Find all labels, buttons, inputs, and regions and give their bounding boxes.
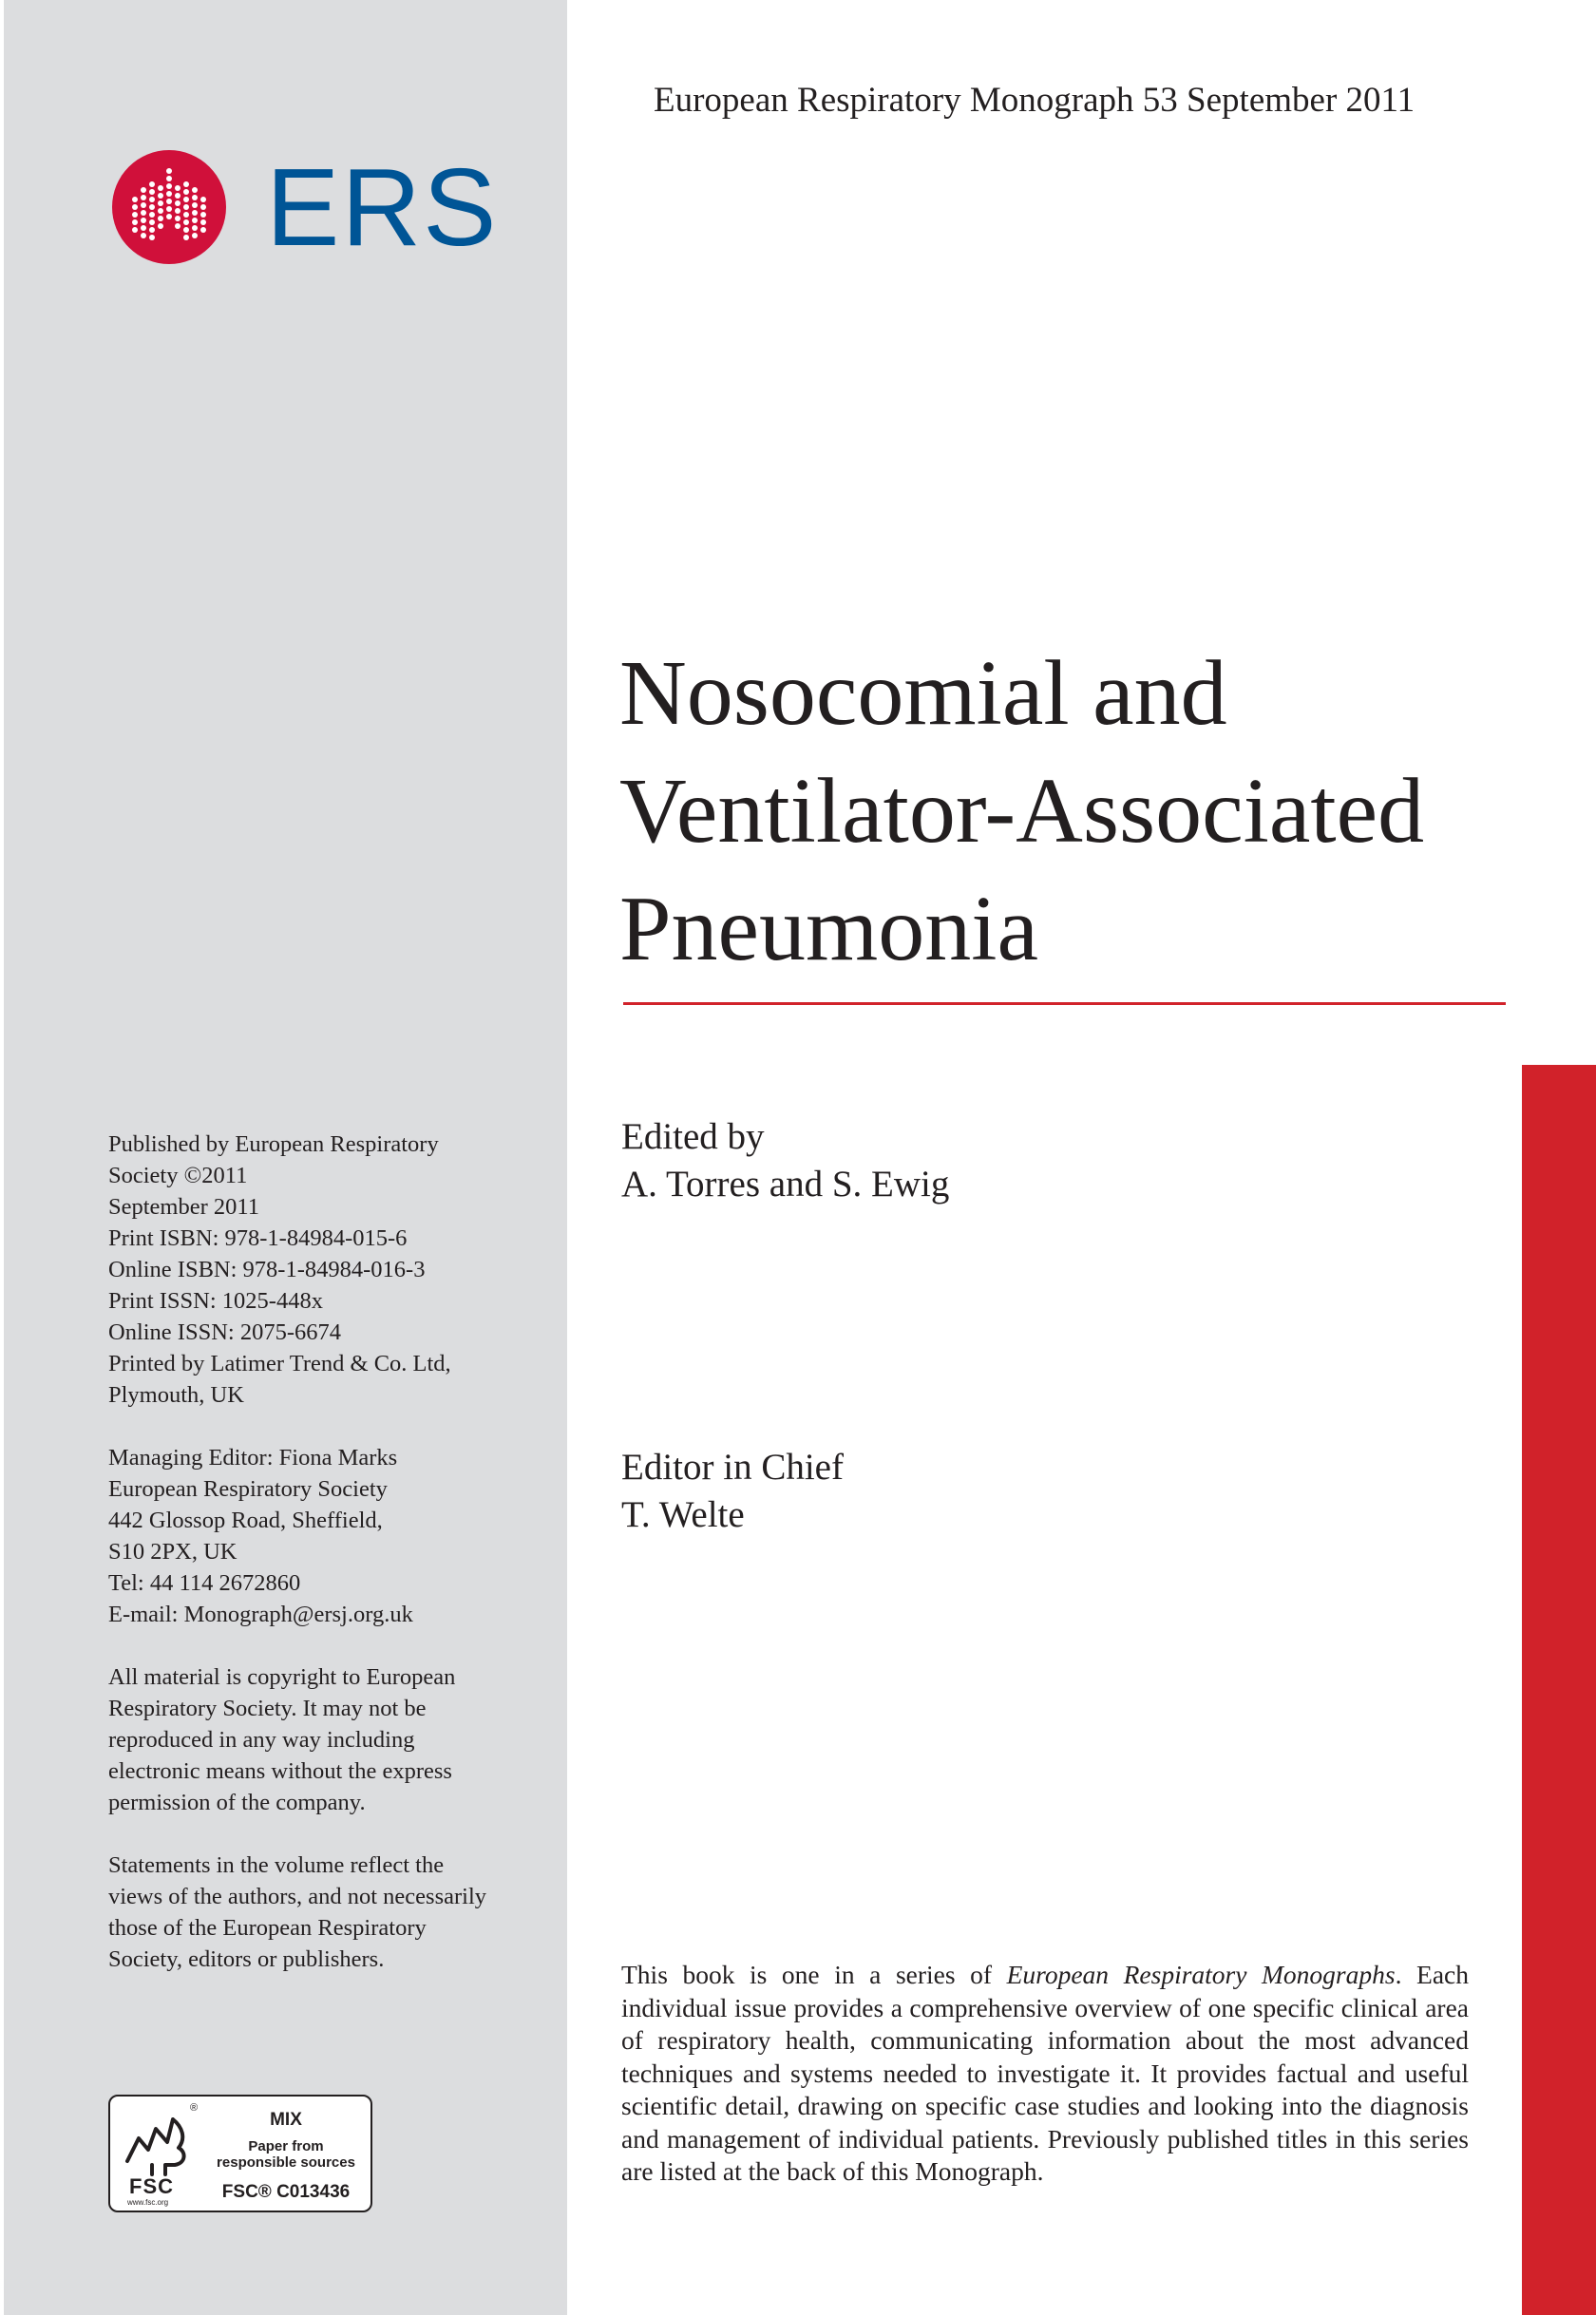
- copyright-block: [108, 1661, 545, 1818]
- ers-logo: [112, 145, 499, 269]
- blurb-rest: . Each individual issue provides a comprehensive overview of one specific clinical area of respiratory health, communicating information about the most advanced techniques and systems needed to investigate it. It provides factual and useful scientific detail, drawing on specific case studies and looking into the diagnosis and management of individual patients. Previously published titles in this series are listed at the back of this Monograph.: [621, 1960, 1469, 2186]
- info-line: Society, editors or publishers.: [108, 1946, 385, 1972]
- publication-info: [108, 1129, 545, 2006]
- editor-in-chief-section: [621, 1444, 844, 1539]
- info-line: Tel: 44 114 2672860: [108, 1570, 301, 1596]
- editor-in-chief-name: T. Welte: [621, 1494, 745, 1535]
- ers-logo-text: ERS: [266, 145, 499, 269]
- disclaimer-block: [108, 1850, 545, 1975]
- fsc-paper-text: [205, 2138, 367, 2171]
- info-line: Managing Editor: Fiona Marks: [108, 1445, 398, 1471]
- red-accent-bar: [1522, 1065, 1596, 2315]
- info-line: Statements in the volume reflect the: [108, 1852, 445, 1878]
- info-line: Respiratory Society. It may not be: [108, 1696, 427, 1721]
- info-line: Online ISSN: 2075-6674: [108, 1319, 341, 1345]
- info-line: Plymouth, UK: [108, 1382, 244, 1408]
- info-line: All material is copyright to European: [108, 1664, 456, 1690]
- info-line: views of the authors, and not necessarily: [108, 1884, 487, 1909]
- fsc-url: www.fsc.org: [127, 2198, 169, 2207]
- blurb-intro: This book is one in a series of: [621, 1960, 1007, 1989]
- info-line: Print ISBN: 978-1-84984-015-6: [108, 1225, 408, 1251]
- info-line: those of the European Respiratory: [108, 1915, 427, 1941]
- title-line: Ventilator-Associated: [619, 760, 1425, 863]
- publisher-details-block: [108, 1129, 545, 1411]
- info-line: electronic means without the express: [108, 1758, 452, 1784]
- info-line: European Respiratory Society: [108, 1476, 388, 1502]
- book-title: [619, 635, 1424, 988]
- left-sidebar-panel: [4, 0, 567, 2315]
- fsc-label: [108, 2095, 372, 2212]
- info-line: September 2011: [108, 1194, 259, 1220]
- edited-by-label: Edited by: [621, 1116, 765, 1157]
- info-line: E-mail: Monograph@ersj.org.uk: [108, 1602, 413, 1627]
- edited-by-section: [621, 1113, 949, 1208]
- fsc-abbreviation: FSC: [129, 2174, 174, 2198]
- ers-lungs-icon: [112, 150, 226, 264]
- fsc-paper-line: responsible sources: [217, 2154, 355, 2171]
- series-description: [621, 1959, 1469, 2189]
- registered-mark: ®: [190, 2102, 199, 2114]
- fsc-mix-label: MIX: [270, 2110, 302, 2130]
- info-line: Society ©2011: [108, 1163, 248, 1188]
- info-line: permission of the company.: [108, 1790, 366, 1815]
- fsc-paper-line: Paper from: [248, 2138, 324, 2154]
- info-line: Online ISBN: 978-1-84984-016-3: [108, 1257, 426, 1282]
- fsc-license-code: FSC® C013436: [221, 2182, 351, 2202]
- editors-names: A. Torres and S. Ewig: [621, 1164, 950, 1205]
- title-line: Pneumonia: [619, 878, 1038, 980]
- title-divider: [623, 1002, 1506, 1005]
- info-line: Printed by Latimer Trend & Co. Ltd,: [108, 1351, 451, 1376]
- info-line: Print ISSN: 1025-448x: [108, 1288, 323, 1314]
- info-line: reproduced in any way including: [108, 1727, 415, 1753]
- info-line: Published by European Respiratory: [108, 1131, 439, 1157]
- title-line: Nosocomial and: [619, 642, 1227, 745]
- fsc-tree-icon: [120, 2104, 192, 2176]
- editor-in-chief-label: Editor in Chief: [621, 1447, 844, 1488]
- blurb-series-name: European Respiratory Monographs: [1006, 1960, 1396, 1989]
- managing-editor-block: [108, 1442, 545, 1630]
- info-line: S10 2PX, UK: [108, 1539, 238, 1565]
- info-line: 442 Glossop Road, Sheffield,: [108, 1508, 383, 1533]
- series-header: European Respiratory Monograph 53 September 2011: [654, 81, 1416, 120]
